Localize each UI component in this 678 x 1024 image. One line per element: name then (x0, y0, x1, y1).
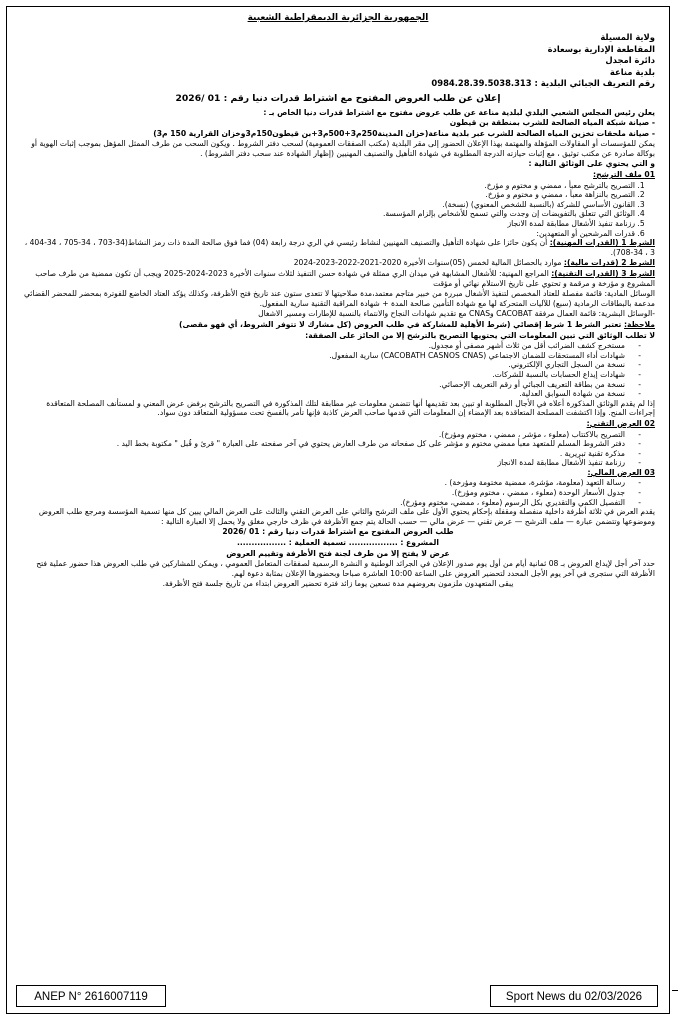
list-item: - نسخة من السجل التجاري الإلكتروني. (21, 360, 625, 370)
announcement-title: إعلان عن طلب العروض المفتوح مع اشتراط قدرات دنيا رقم : 01 /2026 (175, 92, 501, 104)
technical-offer-heading: 02 العرض التقني: (586, 418, 655, 428)
outer-envelope-notice: عرض لا يفتح إلا من طرف لجنة فتح الأظرفة وتقييم العروض (226, 548, 450, 558)
footer (6, 985, 672, 1011)
condition-text: موارد بالحصائل المالية لخمس (05)سنوات الأخيرة 2020-2021-2022-2023-2024 (293, 258, 562, 268)
note-line (21, 320, 655, 330)
list-item: - نسخة من بطاقة التعريف الجبائي أو رقم التعريف الإحصائي. (21, 380, 625, 390)
condition-technical (21, 269, 655, 288)
fiscal-id-line: رقم التعريف الجبائي البلدية : 0984.28.39.5038.313 (431, 78, 655, 88)
condition-professional (21, 238, 655, 257)
closing-deadline: حدد آخر أجل لإيداع العروض بـ 08 ثمانية أيام من أول يوم صدور الإعلان في الجرائد الوطنية و النشرة الرسمية لصفقات المتعامل العمومي ، ويمكن للمشاركين في طلب العروض هذا حضور عملية فتح الأظرفة التي ستجرى في آخر يوم الأجل المحدد لتحضير العروض على الساعة 10:00 العاشرة صباحا وبحضورها الإعلان بمثابة دعوة لهم. (36, 559, 655, 578)
list-item: - شهادات إيداع الحسابات بالنسبة للشركات. (21, 370, 625, 380)
required-docs-list (21, 341, 655, 399)
material-means: الوسائل المادية: قائمة مفصلة للعتاد المخصص لتنفيذ الأشغال مبررة من خبير متاجم معتمد،مدة صلاحيتها لا تتعدى ستون عند تاريخ فتح الأظرفة، وكذلك يؤكد العتاد الخاضع للفوترة بمحضر للمحضر القضائي مدعمة بالبطاقات الرمادية (سبع) للآليات المتحركة لها مع شهادة التأمين صالحة المدة + شهادة المراقبة التقنية سارية المفعول. (23, 289, 655, 308)
announcement-page (6, 6, 670, 1014)
list-item: - التصريح بالاكتتاب (معلوء ، مؤشر ، ممضي ، مختوم ومؤرخ). (21, 430, 625, 440)
ops-label: تسمية العملية : (288, 538, 347, 548)
daira-line: دائرة امجدل (605, 55, 655, 65)
list-item: - نسخة من شهادة السوابق العدلية. (21, 389, 625, 399)
list-item: 5. رزنامة تنفيذ الأشغال مطابقة لمدة الانجاز (21, 219, 635, 229)
required-docs-intro: لا تطلب الوثائق التي تبين المعلومات التي يحتويها التصريح بالترشح إلا من الحائز على الصفقة: (305, 330, 655, 340)
eligibility-text: يمكن للمؤسسات أو المقاولات المؤهلة والمهتمة بهذا الإعلان الحضور إلى مقر البلدية (مكتب الصفقات العمومية) لسحب دفتر الشروط . ويكون السحب من طرف الممثل المؤهل بموجب إثبات الهوية أو بوكالة صادرة عن مكتب توثيق ، مع إثبات حيازته الدرجة المطلوبة في شهادة التأهيل والتصنيف المهنيين (إظهار الشهادة عند سحب دفتر الشروط) . (31, 139, 655, 158)
announcement-body (7, 7, 669, 589)
condition-label: الشرط 1 (القدرات المهنية): (549, 238, 655, 248)
list-item: - رزنامة تنفيذ الأشغال مطابقة لمدة الانجاز (21, 458, 625, 468)
condition-financial (21, 258, 655, 268)
human-means: -الوسائل البشرية: قائمة العمال مرفقة CACOBAT وCNAS مع تقديم شهادات النجاح والانتماء بالنسبة للإطارات ومسير الاشغال (258, 309, 655, 319)
closing-commitment: يبقى المتعهدون ملزمون بعروضهم مدة تسعين يوما زائد فترة تحضير العروض ابتداء من تاريخ جلسة فتح الأظرفة. (162, 579, 514, 589)
financial-offer-list (21, 478, 655, 507)
project-label: المشروع : (400, 538, 439, 548)
technical-offer-list (21, 430, 655, 468)
list-item: - رسالة التعهد (معلومة، مؤشرة، ممضية مختومة ومؤرخة) . (21, 478, 625, 488)
list-item: 3. القانون الأساسي للشركة (بالنسبة للشخص المعنوي) (نسخة). (21, 200, 635, 210)
newspaper-reference-box: Sport News du 02/03/2026 (490, 985, 658, 1007)
list-item: - شهادات أداء المستحقات للضمان الاجتماعي (CACOBATH CASNOS CNAS) سارية المفعول. (21, 351, 625, 361)
warning-text: إذا لم يقدم الوثائق المذكورة أعلاه في الأجال المطلوبة او تبين بعد تقديمها أنها تتضمن معلومات غير مطابقة لتلك المذكورة في التصريح بالترشح برفض عرض المعني و لمستأنف المصلحة المتعاقدة إجراءات المنح. وإذا اكتشفت المصلحة المتعاقدة بعد الإمضاء إن المعلومات التي قدمها صاحب العرض كاذبة فإنها تأمر بالفسخ تحت مسؤولية المتعاقد دون سواد. (46, 398, 655, 418)
financial-offer-heading: 03 العرض المالي: (587, 467, 655, 477)
wilaya-line: ولاية المسيلة (600, 32, 655, 42)
intro-text: يعلن رئيس المجلس الشعبي البلدي لبلدية مناعة عن طلب عروض مفتوح مع اشتراط قدرات دنيا الخاص بـ : (263, 107, 655, 117)
condition-label: الشرط 2 (قدرات مالية): (563, 258, 655, 268)
candidature-list (21, 181, 655, 239)
edge-mark (672, 990, 678, 991)
project-1: - صيانة شبكة المياه الصالحة للشرب بمنطقة بن قيطون (449, 118, 655, 128)
list-item: - التفصيل الكمي والتقديري بكل الرسوم (معلوء ، ممضي، مختوم ومؤرخ). (21, 498, 625, 508)
list-item: - مستخرج كشف الضرائب أقل من ثلاث أشهر مصفى أو مجدول. (21, 341, 625, 351)
district-line: المقاطعة الإدارية بوسعادة (547, 43, 655, 54)
list-item: 2. التصريح بالنزاهة معبأ ، ممضي و مختوم و مؤرخ. (21, 190, 635, 200)
list-item: 1. التصريح بالترشح معبأ ، ممضي و مختوم و مؤرخ. (21, 181, 635, 191)
contains-line: و التي يحتوي على الوثائق التالية : (528, 159, 655, 169)
list-item: - جدول الأسعار الوحدة (معلوء ، ممضي ، مختوم ومؤرخ). (21, 488, 625, 498)
outer-envelope-line: طلب العروض المفتوح مع اشتراط قدرات دنيا رقم : 01 /2026 (222, 527, 454, 537)
list-item: 6. قدرات المرشحين أو المتعهدين: (21, 229, 635, 239)
note-text: تعتبر الشرط 1 شرط إقصائي (شرط الأهلية للمشاركة في طلب العروض (كل مشارك لا تتوفر الشروط، أي فهو مقصى) (179, 319, 622, 329)
list-item: - مذكرة تقنية تبريرية . (21, 449, 625, 459)
envelopes-text: يقدم العرض في ثلاثة أظرفة داخلية منفصلة ومقفلة بإحكام يحتوي الأول على ملف الترشح والثاني على العرض التقني والثالث على العرض المالي يبين كل منها تسمية المؤسسة ومرجع طلب العروض وموضوعها وتتضمن عبارة — ملف الترشح — عرض تقني — عرض مالي — حسب الحالة يتم جمع الأظرفة في ظرف خارجي مغلق ولا يحمل إلا العبارة التالية : (38, 507, 655, 526)
note-label: ملاحظة: (624, 319, 655, 329)
republic-title: الجمهورية الجزائرية الديمقراطية الشعبية (247, 13, 429, 23)
outer-envelope-fields: المشروع : ................. تسمية العملية : ................. (237, 538, 439, 548)
condition-text: المراجع المهنية: للأشغال المشابهة في ميدان الري ممثلة في شهادة حسن التنفيذ لثلاث سنوات الأخيرة 2023-2024-2025 ويجب أن تكون ممضية من طرف صاحب المشروع و مؤرخة و مرقمة و تحتوي على تاريخ الاستلام نهائي أو مؤقت (35, 269, 655, 288)
commune-line: بلدية مناعة (609, 66, 655, 77)
candidature-heading: 01 ملف الترشح: (593, 170, 655, 180)
project-2: - صيانة ملحقات تخزين المياه الصالحة للشرب عبر بلدية مناعة(خزان المدينة250م3+500م3+بن قيطون150م3وخزان القرارية 150 م3) (153, 128, 655, 138)
condition-text: أن يكون حائزا على شهادة التأهيل والتصنيف المهنيين لنشاط رئيسي في الري درجة رابعة (04) فما فوق صالحة المدة ذات رمز النشاط(34-703 ، 34-705 ، 34-404 ، 3 ، 34-708). (24, 238, 655, 257)
condition-label: الشرط 3 (القدرات التقنية): (551, 269, 655, 278)
anep-reference-box: ANEP N° 2616007119 (16, 985, 166, 1007)
list-item: 4. الوثائق التي تتعلق بالتفويضات إن وجدت والتي تسمح للأشخاص بإلزام المؤسسة. (21, 209, 635, 219)
list-item: - دفتر الشروط المسلم للمتعهد معبأ ممضي مختوم و مؤشر على كل صفحاته من طرف العارض يحتوي في آخر صفحته على العبارة " قرئ و قُبل " مكتوبة بخط اليد . (21, 439, 625, 449)
